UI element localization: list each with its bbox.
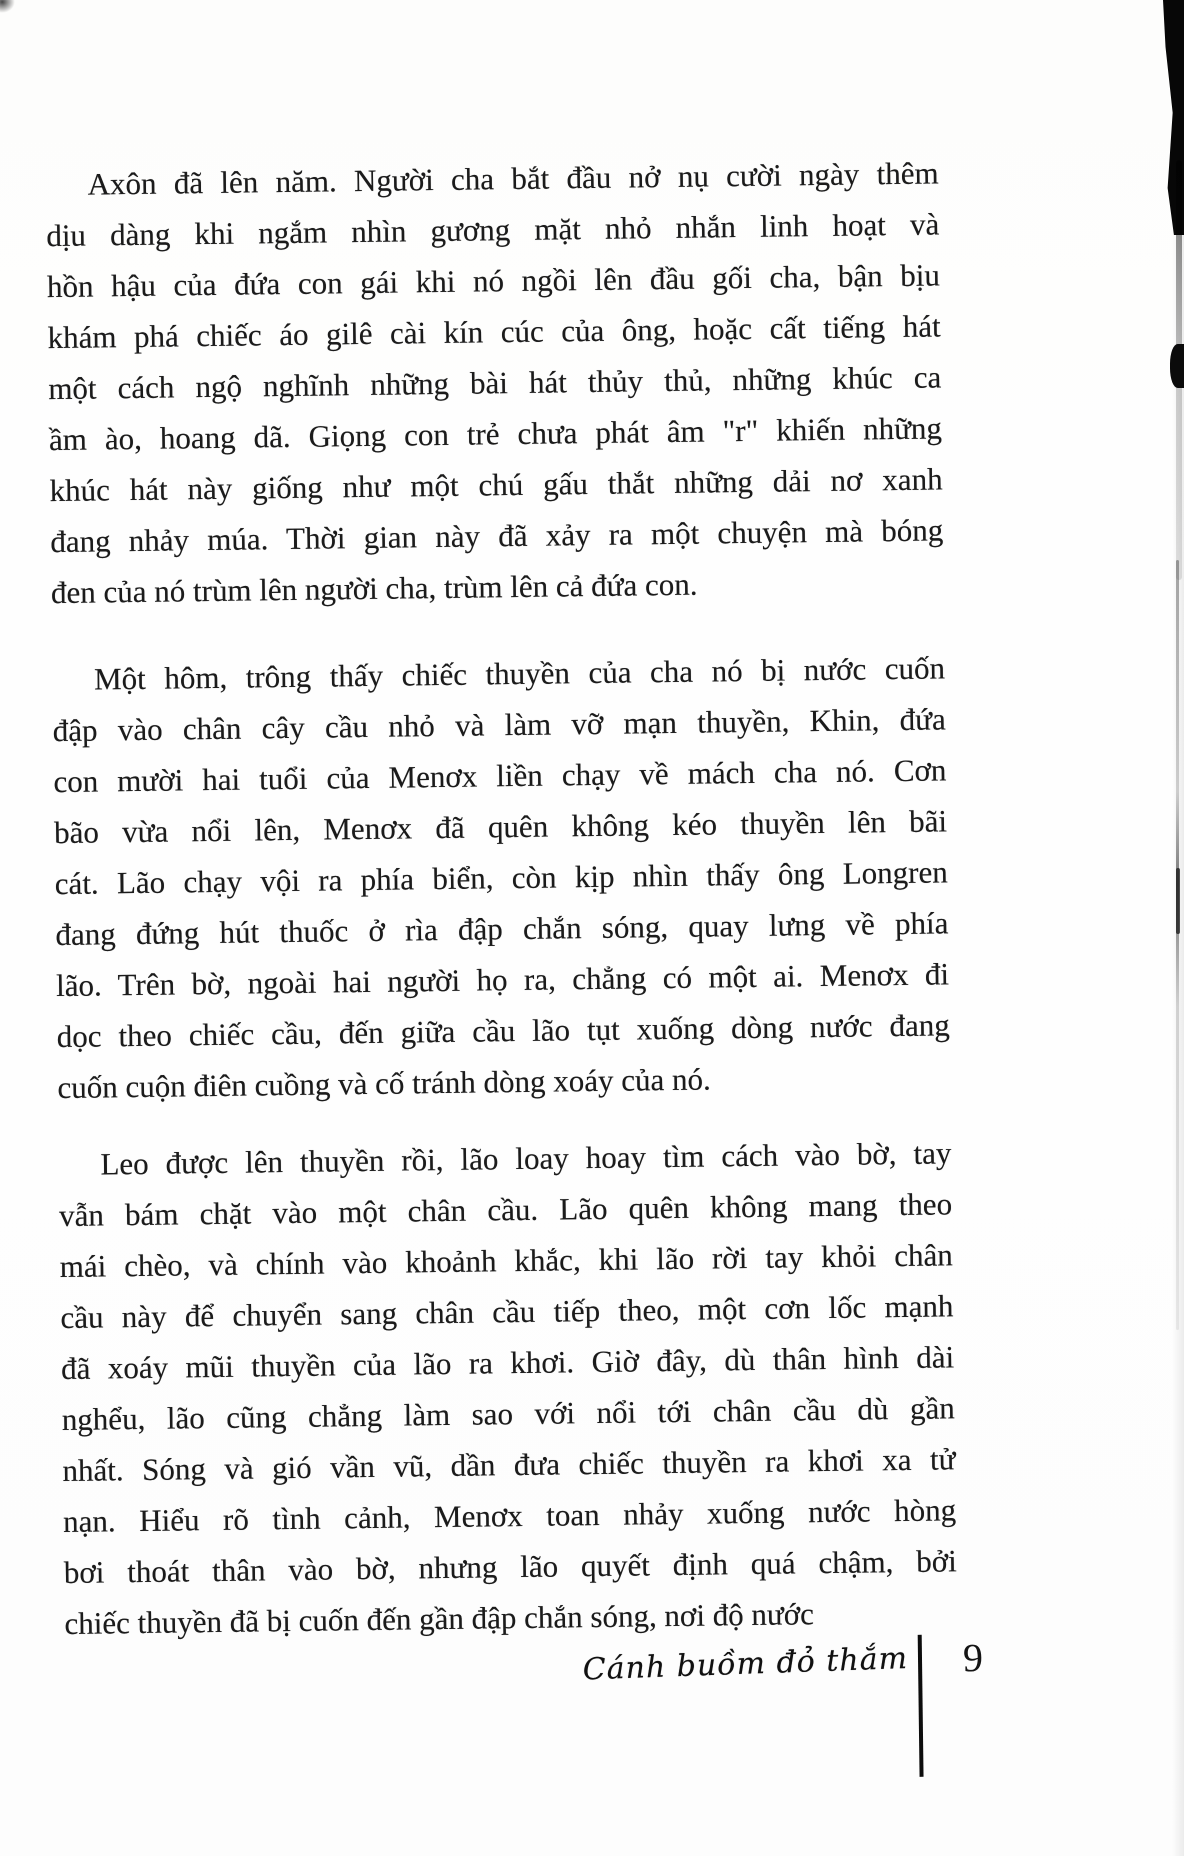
text-line: hồn hậu của đứa con gái khi nó ngồi lên đầu gối cha, bận bịu bbox=[46, 257, 941, 305]
text-line: khúc hát này giống như một chú gấu thắt những dải nơ xanh bbox=[49, 461, 943, 509]
page-text bbox=[45, 121, 958, 1649]
text-line: chiếc thuyền đã bị cuốn đến gần đập chắn sóng, nơi độ nước bbox=[64, 1596, 815, 1642]
paragraph bbox=[52, 642, 951, 1113]
paragraph bbox=[58, 1127, 958, 1649]
text-line: Leo được lên thuyền rồi, lão loay hoay tìm cách vào bờ, tay bbox=[100, 1135, 952, 1182]
text-line: nhất. Sóng và gió vần vũ, dần đưa chiếc thuyền ra khơi xa tử bbox=[62, 1441, 956, 1489]
text-line: nạn. Hiểu rõ tình cảnh, Menơx toan nhảy xuống nước hòng bbox=[62, 1492, 957, 1540]
text-line: đập vào chân cây cầu nhỏ và làm vỡ mạn thuyền, Khin, đứa bbox=[52, 701, 946, 749]
text-line: dọc theo chiếc cầu, đến giữa cầu lão tụt xuống dòng nước đang bbox=[56, 1007, 950, 1055]
text-line: ầm ào, hoang dã. Giọng con trẻ chưa phát âm "r" khiến những bbox=[48, 410, 943, 458]
text-line: đen của nó trùm lên người cha, trùm lên cả đứa con. bbox=[50, 566, 698, 611]
text-line: vẫn bám chặt vào một chân cầu. Lão quên không mang theo bbox=[58, 1186, 953, 1234]
paragraph bbox=[45, 147, 944, 618]
text-line: nghểu, lão cũng chẳng làm sao với nổi tới chân cầu dù gần bbox=[61, 1390, 955, 1438]
text-line: Axôn đã lên năm. Người cha bắt đầu nở nụ cười ngày thêm bbox=[87, 155, 939, 202]
footer-book-title: Cánh buồm đỏ thắm bbox=[582, 1640, 909, 1688]
footer-divider-rule bbox=[918, 1635, 924, 1777]
text-line: dịu dàng khi ngắm nhìn gương mặt nhỏ nhắn linh hoạt và bbox=[46, 206, 940, 254]
text-line: lão. Trên bờ, ngoài hai người họ ra, chẳng có một ai. Menơx đi bbox=[55, 956, 950, 1004]
text-line: Một hôm, trông thấy chiếc thuyền của cha nó bị nước cuốn bbox=[93, 650, 946, 697]
text-line: mái chèo, và chính vào khoảnh khắc, khi lão rời tay khỏi chân bbox=[59, 1237, 953, 1285]
text-line: đã xoáy mũi thuyền của lão ra khơi. Giờ đây, dù thân hình dài bbox=[60, 1339, 955, 1387]
text-line: cát. Lão chạy vội ra phía biển, còn kịp nhìn thấy ông Longren bbox=[54, 854, 948, 902]
text-line: đang nhảy múa. Thời gian này đã xảy ra một chuyện mà bóng bbox=[50, 512, 944, 560]
text-line: đang đứng hút thuốc ở rìa đập chắn sóng, quay lưng về phía bbox=[55, 905, 949, 953]
text-line: cuốn cuộn điên cuồng và cố tránh dòng xoáy của nó. bbox=[57, 1061, 712, 1106]
text-line: bão vừa nổi lên, Menơx đã quên không kéo thuyền lên bãi bbox=[53, 803, 948, 851]
text-line: khám phá chiếc áo gilê cài kín cúc của ông, hoặc cất tiếng hát bbox=[47, 308, 941, 356]
text-line: bơi thoát thân vào bờ, nhưng lão quyết định quá chậm, bởi bbox=[63, 1543, 957, 1591]
text-line: con mười hai tuổi của Menơx liền chạy về mách cha nó. Cơn bbox=[53, 752, 947, 800]
text-line: cầu này để chuyển sang chân cầu tiếp theo, một cơn lốc mạnh bbox=[60, 1288, 954, 1336]
footer-page-number: 9 bbox=[962, 1634, 984, 1681]
text-line: một cách ngộ nghĩnh những bài hát thủy thủ, những khúc ca bbox=[48, 359, 942, 407]
